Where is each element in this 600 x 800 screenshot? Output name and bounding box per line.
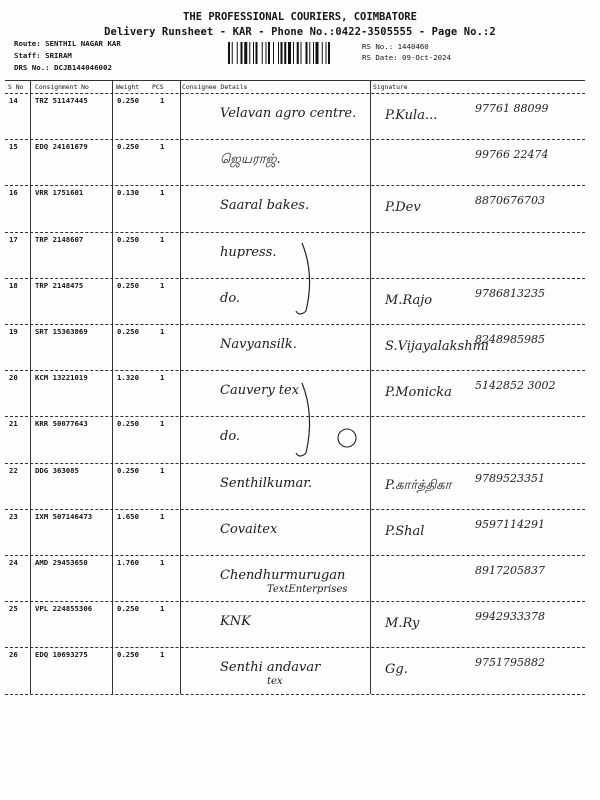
weight-cell: 0.250 [117, 604, 139, 614]
phone-handwriting: 97761 88099 [475, 102, 549, 115]
bracket-scribble-1 [292, 239, 332, 317]
consignment-cell: AMD 29453650 [35, 558, 88, 567]
sno-cell: 26 [9, 650, 18, 660]
col-signature: Signature [373, 83, 408, 91]
consignment-cell: EDQ 10693275 [35, 650, 88, 660]
table-row [5, 186, 585, 232]
sno-cell: 20 [9, 373, 18, 383]
weight-cell: 0.250 [117, 142, 139, 152]
barcode-image [228, 42, 355, 64]
pcs-cell: 1 [160, 511, 165, 521]
weight-cell: 0.250 [117, 96, 139, 105]
sno-cell: 14 [9, 96, 18, 105]
pcs-cell: 1 [160, 558, 165, 567]
table-row [5, 464, 585, 510]
consignee-handwriting: hupress. [220, 244, 277, 260]
sno-cell: 24 [9, 558, 18, 567]
consignee-handwriting-line2: TextEnterprises [267, 584, 348, 595]
consignee-handwriting: Navyansilk. [220, 337, 297, 352]
pcs-cell: 1 [160, 327, 165, 336]
consignee-handwriting: KNK [220, 614, 251, 630]
weight-cell: 0.250 [117, 234, 139, 244]
consignee-handwriting: do. [220, 429, 241, 445]
phone-handwriting: 9789523351 [475, 471, 545, 485]
phone-handwriting: 9751795882 [475, 656, 545, 670]
weight-cell: 0.250 [117, 465, 139, 475]
consignee-handwriting: do. [220, 290, 241, 306]
table-row [5, 325, 585, 371]
weight-cell: 0.250 [117, 650, 139, 660]
consignee-handwriting: Senthi andavar [220, 660, 321, 676]
sno-cell: 18 [9, 280, 18, 290]
table-row [5, 510, 585, 556]
rs-date: RS Date: 09-Oct-2024 [362, 53, 451, 62]
signature-handwriting: P.Dev [385, 200, 421, 216]
pcs-cell: 1 [160, 419, 165, 429]
weight-cell: 1.760 [117, 558, 139, 567]
runsheet-title: Delivery Runsheet - KAR - Phone No.:0422-3505555 - Page No.:2 [104, 26, 496, 38]
consignment-cell: DDG 363085 [35, 465, 79, 475]
weight-cell: 0.250 [117, 327, 139, 336]
weight-cell: 0.250 [117, 280, 139, 290]
phone-handwriting: 8917205837 [475, 564, 545, 577]
consignment-cell: VPL 224855306 [35, 604, 93, 614]
consignment-cell: TRP 2148475 [35, 280, 84, 290]
consignment-cell: TRP 2148607 [35, 234, 84, 244]
table-row [5, 556, 585, 602]
pcs-cell: 1 [160, 604, 165, 614]
consignment-cell: SRT 15363869 [35, 327, 88, 336]
sno-cell: 21 [9, 419, 18, 429]
consignee-handwriting-line2: tex [267, 676, 283, 688]
consignee-handwriting: Senthilkumar. [220, 475, 313, 491]
table-header [5, 81, 585, 93]
table-row [5, 140, 585, 186]
consignment-cell: TRZ 51147445 [35, 96, 88, 105]
phone-handwriting: 99766 22474 [475, 148, 549, 162]
pcs-cell: 1 [160, 465, 165, 475]
pcs-cell: 1 [160, 280, 165, 290]
sno-cell: 25 [9, 604, 18, 614]
pcs-cell: 1 [160, 142, 165, 152]
bracket-scribble-2 [292, 379, 332, 459]
consignee-handwriting: Cauvery tex [220, 383, 300, 399]
sno-cell: 23 [9, 511, 18, 521]
consignment-cell: KRR 50077643 [35, 419, 88, 429]
sno-cell: 16 [9, 188, 18, 198]
row-separator [5, 694, 585, 695]
signature-handwriting: M.Rajo [385, 292, 433, 308]
col-consignment: Consignment No [35, 83, 89, 91]
consignee-handwriting: Saaral bakes. [220, 198, 310, 214]
circled-mark-icon [336, 427, 358, 449]
signature-handwriting: P.Monicka [385, 385, 452, 401]
pcs-cell: 1 [160, 96, 165, 105]
phone-handwriting: 9786813235 [475, 286, 545, 300]
company-title: THE PROFESSIONAL COURIERS, COIMBATORE [183, 11, 417, 23]
signature-handwriting: P.கார்த்திகா [385, 477, 452, 493]
sno-cell: 17 [9, 234, 18, 244]
phone-handwriting: 8870676703 [475, 194, 545, 208]
consignee-handwriting: Velavan agro centre. [220, 106, 357, 121]
consignment-cell: VRR 1751601 [35, 188, 84, 198]
sno-cell: 19 [9, 327, 18, 336]
pcs-cell: 1 [160, 188, 165, 198]
consignee-handwriting: Covaitex [220, 521, 278, 537]
col-sno: S No [8, 83, 24, 91]
phone-handwriting: 5142852 3002 [475, 379, 556, 393]
consignment-cell: IXM 507146473 [35, 511, 93, 521]
signature-handwriting: P.Kula... [385, 108, 438, 123]
consignee-handwriting: Chendhurmurugan [220, 568, 346, 583]
col-pcs: PCS [152, 83, 164, 91]
signature-handwriting: S.Vijayalakshmi [385, 339, 490, 354]
consignee-handwriting: ஜெயராஜ். [220, 152, 281, 168]
staff-label: Staff: SRIRAM [14, 51, 72, 60]
col-consignee: Consignee Details [182, 83, 248, 91]
phone-handwriting: 8248985985 [475, 333, 545, 346]
signature-handwriting: M.Ry [385, 616, 420, 632]
weight-cell: 0.130 [117, 188, 139, 198]
sno-cell: 15 [9, 142, 18, 152]
rs-number: RS No.: 1440460 [362, 42, 429, 51]
signature-handwriting: P.Shal [385, 523, 425, 539]
table-row [5, 94, 585, 140]
signature-handwriting: Gg. [385, 662, 408, 678]
phone-handwriting: 9597114291 [475, 517, 545, 531]
table-row [5, 648, 585, 694]
weight-cell: 1.320 [117, 373, 139, 383]
weight-cell: 0.250 [117, 419, 139, 429]
route-label: Route: SENTHIL NAGAR KAR [14, 39, 121, 48]
pcs-cell: 1 [160, 650, 165, 660]
consignment-cell: EDQ 24161679 [35, 142, 88, 152]
pcs-cell: 1 [160, 234, 165, 244]
table-row [5, 602, 585, 648]
col-weight: Weight [116, 83, 140, 91]
weight-cell: 1.650 [117, 511, 139, 521]
drs-number: DRS No.: DCJB144046002 [14, 63, 112, 72]
pcs-cell: 1 [160, 373, 165, 383]
phone-handwriting: 9942933378 [475, 610, 545, 624]
consignment-cell: KCM 13221019 [35, 373, 88, 383]
sno-cell: 22 [9, 465, 18, 475]
